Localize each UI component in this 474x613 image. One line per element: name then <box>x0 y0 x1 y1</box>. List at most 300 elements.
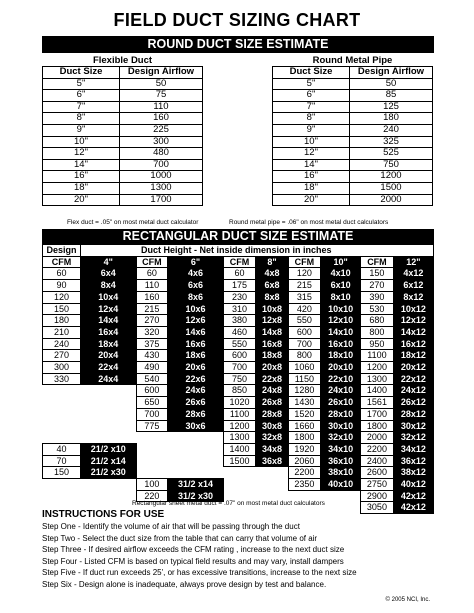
cfm-cell <box>43 432 81 444</box>
duct-size-cell: 16x10 <box>321 338 361 350</box>
duct-size-cell: 8x10 <box>321 291 361 303</box>
cfm-cell: 775 <box>136 420 168 432</box>
duct-size-cell: 20x4 <box>81 350 137 362</box>
flex-design-airflow: 700 <box>120 159 203 171</box>
cfm-cell: 2600 <box>361 467 393 479</box>
cfm-cell: 160 <box>136 291 168 303</box>
duct-size-cell: 32x12 <box>393 432 433 444</box>
duct-size-cell: 21/2 x10 <box>81 443 137 455</box>
metal-design-airflow: 180 <box>350 113 433 125</box>
duct-size-cell: 36x8 <box>256 455 288 467</box>
rect-row <box>43 479 434 491</box>
cfm-cell: 2000 <box>361 432 393 444</box>
cfm-cell: 460 <box>223 326 255 338</box>
round-duct-banner: ROUND DUCT SIZE ESTIMATE <box>42 36 434 53</box>
cfm-cell: 310 <box>223 303 255 315</box>
cfm-cell <box>43 420 81 432</box>
metal-design-airflow: 1200 <box>350 171 433 183</box>
cfm-cell <box>43 385 81 397</box>
cfm-cell: 430 <box>136 350 168 362</box>
duct-size-cell: 26x12 <box>393 397 433 409</box>
duct-size-cell: 12x10 <box>321 315 361 327</box>
duct-size-cell <box>81 385 137 397</box>
duct-size-cell: 21/2 x30 <box>81 467 137 479</box>
duct-size-cell: 4x6 <box>168 268 224 280</box>
duct-size-cell: 31/2 x14 <box>168 479 224 491</box>
instruction-step: Step Six - Design alone is inadequate, always prove design by test and balance. <box>42 579 327 589</box>
duct-size-cell: 10x12 <box>393 303 433 315</box>
duct-size-cell: 24x8 <box>256 385 288 397</box>
duct-size-cell <box>168 432 224 444</box>
duct-size-cell <box>81 397 137 409</box>
duct-size-cell: 14x6 <box>168 326 224 338</box>
cfm-cell: 600 <box>136 385 168 397</box>
metal-duct-size: 16" <box>273 171 350 183</box>
flex-design-airflow: 300 <box>120 136 203 148</box>
cfm-cell: 700 <box>136 408 168 420</box>
duct-size-cell: 10x8 <box>256 303 288 315</box>
cfm-cell: 60 <box>136 268 168 280</box>
rect-row <box>43 338 434 350</box>
duct-size-cell: 26x8 <box>256 397 288 409</box>
metal-row <box>273 182 433 194</box>
duct-size-cell: 20x10 <box>321 362 361 374</box>
duct-size-cell: 14x12 <box>393 326 433 338</box>
cfm-cell: 380 <box>223 315 255 327</box>
metal-row <box>273 124 433 136</box>
duct-size-cell <box>168 455 224 467</box>
cfm-cell: 60 <box>223 268 255 280</box>
cfm-cell: 120 <box>288 268 320 280</box>
flex-row <box>43 171 203 183</box>
flex-design-airflow: 1700 <box>120 194 203 206</box>
metal-design-airflow: 50 <box>350 78 433 90</box>
cfm-cell: 600 <box>223 350 255 362</box>
duct-size-cell <box>256 479 288 491</box>
cfm-cell <box>136 432 168 444</box>
cfm-cell: 375 <box>136 338 168 350</box>
flex-col-design-airflow: Design Airflow <box>120 67 203 79</box>
duct-size-cell: 12x12 <box>393 315 433 327</box>
metal-design-airflow: 2000 <box>350 194 433 206</box>
flex-duct-size: 6" <box>43 90 120 102</box>
duct-size-cell <box>168 443 224 455</box>
rect-row <box>43 385 434 397</box>
metal-duct-size: 5" <box>273 78 350 90</box>
cfm-cell: 1500 <box>223 455 255 467</box>
duct-size-cell: 14x8 <box>256 326 288 338</box>
duct-size-cell: 16x4 <box>81 326 137 338</box>
copyright: © 2005 NCI, Inc. <box>385 597 430 603</box>
cfm-cell: 300 <box>43 362 81 374</box>
flex-row <box>43 182 203 194</box>
metal-duct-size: 20" <box>273 194 350 206</box>
cfm-cell: 180 <box>43 315 81 327</box>
rect-row <box>43 397 434 409</box>
duct-size-cell: 4x12 <box>393 268 433 280</box>
duct-size-cell: 32x10 <box>321 432 361 444</box>
duct-size-cell: 34x12 <box>393 443 433 455</box>
duct-size-cell: 18x6 <box>168 350 224 362</box>
duct-size-cell: 24x6 <box>168 385 224 397</box>
rect-row <box>43 326 434 338</box>
flex-duct-size: 14" <box>43 159 120 171</box>
duct-size-cell: 28x6 <box>168 408 224 420</box>
page-title: FIELD DUCT SIZING CHART <box>113 10 361 30</box>
cfm-cell: 1561 <box>361 397 393 409</box>
cfm-cell: 230 <box>223 291 255 303</box>
duct-size-cell: 42x12 <box>393 490 433 502</box>
cfm-cell: 1700 <box>361 408 393 420</box>
cfm-cell: 530 <box>361 303 393 315</box>
cfm-cell: 1150 <box>288 373 320 385</box>
cfm-cell: 2750 <box>361 479 393 491</box>
cfm-cell <box>43 397 81 409</box>
rect-row <box>43 280 434 292</box>
rect-row <box>43 303 434 315</box>
duct-size-cell: 6x12 <box>393 280 433 292</box>
cfm-cell: 1800 <box>361 420 393 432</box>
metal-row <box>273 78 433 90</box>
cfm-cell: 40 <box>43 443 81 455</box>
duct-size-cell: 26x6 <box>168 397 224 409</box>
rect-row <box>43 432 434 444</box>
metal-design-airflow: 1500 <box>350 182 433 194</box>
flex-duct-size: 7" <box>43 101 120 113</box>
duct-size-cell: 38x10 <box>321 467 361 479</box>
duct-size-cell: 28x10 <box>321 408 361 420</box>
metal-design-airflow: 325 <box>350 136 433 148</box>
duct-size-cell <box>81 432 137 444</box>
duct-size-cell: 8x12 <box>393 291 433 303</box>
duct-size-cell <box>81 408 137 420</box>
duct-size-cell <box>321 490 361 502</box>
empty-cell <box>321 502 361 514</box>
duct-size-cell: 12x6 <box>168 315 224 327</box>
rect-row <box>43 268 434 280</box>
flex-row <box>43 124 203 136</box>
flex-design-airflow: 75 <box>120 90 203 102</box>
cfm-cell: 1100 <box>361 350 393 362</box>
cfm-cell <box>136 443 168 455</box>
rect-row <box>43 443 434 455</box>
metal-col-design-airflow: Design Airflow <box>350 67 433 79</box>
duct-size-cell: 6x4 <box>81 268 137 280</box>
duct-size-cell: 8x4 <box>81 280 137 292</box>
duct-size-cell: 10x4 <box>81 291 137 303</box>
duct-size-cell: 36x12 <box>393 455 433 467</box>
metal-row <box>273 90 433 102</box>
duct-size-cell <box>81 479 137 491</box>
cfm-cell: 680 <box>361 315 393 327</box>
duct-size-cell: 30x12 <box>393 420 433 432</box>
cfm-cell: 550 <box>223 338 255 350</box>
metal-row <box>273 113 433 125</box>
flex-design-airflow: 225 <box>120 124 203 136</box>
rectangular-duct-table <box>42 244 434 514</box>
duct-size-cell: 16x6 <box>168 338 224 350</box>
cfm-cell <box>43 490 81 502</box>
cfm-cell: 120 <box>43 291 81 303</box>
cfm-cell: 2350 <box>288 479 320 491</box>
duct-size-cell: 28x8 <box>256 408 288 420</box>
instruction-step: Step One - Identify the volume of air that will be passing through the duct <box>42 522 300 531</box>
metal-design-airflow: 240 <box>350 124 433 136</box>
duct-height-label: Duct Height - Net inside dimension in inches <box>81 245 434 257</box>
cfm-cell <box>136 467 168 479</box>
flex-design-airflow: 480 <box>120 148 203 160</box>
cfm-cell: 315 <box>288 291 320 303</box>
round-metal-heading: Round Metal Pipe <box>312 55 393 66</box>
duct-size-cell: 10x6 <box>168 303 224 315</box>
cfm-cell: 3050 <box>361 502 393 514</box>
metal-col-duct-size: Duct Size <box>273 67 350 79</box>
rect-row <box>43 420 434 432</box>
cfm-cell: 750 <box>223 373 255 385</box>
flex-duct-size: 10" <box>43 136 120 148</box>
round-metal-table <box>272 66 433 206</box>
cfm-cell: 175 <box>223 280 255 292</box>
cfm-cell: 1020 <box>223 397 255 409</box>
rect-row <box>43 315 434 327</box>
cfm-cell: 2900 <box>361 490 393 502</box>
cfm-cell: 540 <box>136 373 168 385</box>
flex-row <box>43 148 203 160</box>
duct-size-cell: 22x6 <box>168 373 224 385</box>
duct-size-cell: 20x6 <box>168 362 224 374</box>
instruction-step: Step Three - If desired airflow exceeds the CFM rating , increase to the next duct size <box>42 545 345 554</box>
metal-duct-size: 10" <box>273 136 350 148</box>
cfm-cell: 390 <box>361 291 393 303</box>
duct-size-cell: 32x8 <box>256 432 288 444</box>
duct-size-cell: 4x8 <box>256 268 288 280</box>
cfm-cell: 2400 <box>361 455 393 467</box>
flex-design-airflow: 1300 <box>120 182 203 194</box>
cfm-column-label: CFM <box>288 256 320 268</box>
duct-size-cell: 4x10 <box>321 268 361 280</box>
duct-size-cell: 14x4 <box>81 315 137 327</box>
cfm-cell <box>223 479 255 491</box>
cfm-cell: 700 <box>223 362 255 374</box>
cfm-cell: 420 <box>288 303 320 315</box>
flex-row <box>43 101 203 113</box>
rect-row <box>43 408 434 420</box>
duct-size-cell: 18x4 <box>81 338 137 350</box>
duct-size-cell: 22x12 <box>393 373 433 385</box>
cfm-column-label: CFM <box>223 256 255 268</box>
duct-size-cell: 18x8 <box>256 350 288 362</box>
metal-duct-size: 9" <box>273 124 350 136</box>
flex-design-airflow: 110 <box>120 101 203 113</box>
cfm-cell <box>43 479 81 491</box>
cfm-cell: 700 <box>288 338 320 350</box>
cfm-cell: 90 <box>43 280 81 292</box>
cfm-cell <box>223 467 255 479</box>
duct-size-cell: 24x10 <box>321 385 361 397</box>
cfm-cell: 600 <box>288 326 320 338</box>
duct-size-cell: 21/2 x14 <box>81 455 137 467</box>
rect-row <box>43 455 434 467</box>
flex-row <box>43 78 203 90</box>
rect-row <box>43 350 434 362</box>
duct-size-cell: 20x12 <box>393 362 433 374</box>
cfm-cell: 490 <box>136 362 168 374</box>
cfm-cell: 270 <box>43 350 81 362</box>
flex-duct-size: 5" <box>43 78 120 90</box>
metal-duct-size: 6" <box>273 90 350 102</box>
flex-row <box>43 113 203 125</box>
cfm-cell: 1200 <box>223 420 255 432</box>
duct-size-cell: 22x10 <box>321 373 361 385</box>
duct-size-cell: 20x8 <box>256 362 288 374</box>
cfm-cell: 220 <box>136 490 168 502</box>
cfm-cell: 215 <box>136 303 168 315</box>
cfm-cell: 2200 <box>288 467 320 479</box>
cfm-cell <box>136 455 168 467</box>
cfm-cell: 2060 <box>288 455 320 467</box>
metal-row <box>273 171 433 183</box>
flexible-duct-heading: Flexible Duct <box>92 55 153 66</box>
cfm-cell: 70 <box>43 455 81 467</box>
metal-row <box>273 194 433 206</box>
flex-design-airflow: 160 <box>120 113 203 125</box>
cfm-cell: 1280 <box>288 385 320 397</box>
rect-row <box>43 373 434 385</box>
rectangular-duct-banner: RECTANGULAR DUCT SIZE ESTIMATE <box>42 229 434 244</box>
metal-design-airflow: 85 <box>350 90 433 102</box>
flex-duct-note: Flex duct = .05" on most metal duct calculator <box>67 219 199 226</box>
metal-duct-size: 14" <box>273 159 350 171</box>
flex-duct-size: 16" <box>43 171 120 183</box>
rect-row <box>43 467 434 479</box>
instructions-title: INSTRUCTIONS FOR USE <box>42 509 165 520</box>
flexible-duct-table <box>42 66 203 206</box>
metal-design-airflow: 750 <box>350 159 433 171</box>
cfm-cell: 270 <box>136 315 168 327</box>
duct-size-cell: 28x12 <box>393 408 433 420</box>
height-3-header: 10" <box>321 256 361 268</box>
duct-size-cell: 14x10 <box>321 326 361 338</box>
instruction-step: Step Four - Listed CFM is based on typical field results and may vary, install dampers <box>42 556 344 566</box>
cfm-cell: 800 <box>288 350 320 362</box>
instruction-step: Step Five - If duct run exceeds 25', or has excessive transitions, increase to the next size <box>42 568 357 577</box>
duct-size-cell: 24x12 <box>393 385 433 397</box>
metal-design-airflow: 525 <box>350 148 433 160</box>
duct-size-cell: 18x10 <box>321 350 361 362</box>
flex-row <box>43 159 203 171</box>
cfm-cell: 60 <box>43 268 81 280</box>
cfm-cell: 1300 <box>361 373 393 385</box>
flex-duct-size: 20" <box>43 194 120 206</box>
cfm-cell: 215 <box>288 280 320 292</box>
duct-size-cell: 8x6 <box>168 291 224 303</box>
cfm-cell: 150 <box>43 467 81 479</box>
cfm-cell: 110 <box>136 280 168 292</box>
rect-row <box>43 362 434 374</box>
design-cfm-label: CFM <box>43 256 81 268</box>
metal-row <box>273 136 433 148</box>
duct-size-cell: 34x10 <box>321 443 361 455</box>
cfm-column-label: CFM <box>136 256 168 268</box>
duct-size-cell: 38x12 <box>393 467 433 479</box>
cfm-column-label: CFM <box>361 256 393 268</box>
duct-size-cell: 36x10 <box>321 455 361 467</box>
duct-size-cell <box>168 467 224 479</box>
cfm-cell: 850 <box>223 385 255 397</box>
cfm-cell: 240 <box>43 338 81 350</box>
flex-duct-size: 9" <box>43 124 120 136</box>
height-1-header: 6" <box>168 256 224 268</box>
cfm-cell: 1300 <box>223 432 255 444</box>
cfm-cell: 1800 <box>288 432 320 444</box>
flex-duct-size: 12" <box>43 148 120 160</box>
duct-size-cell: 16x8 <box>256 338 288 350</box>
cfm-cell: 1100 <box>223 408 255 420</box>
flex-design-airflow: 1000 <box>120 171 203 183</box>
rect-row <box>43 291 434 303</box>
flex-col-duct-size: Duct Size <box>43 67 120 79</box>
duct-size-cell <box>81 420 137 432</box>
metal-row <box>273 148 433 160</box>
metal-row <box>273 159 433 171</box>
duct-size-cell: 12x8 <box>256 315 288 327</box>
cfm-cell: 1520 <box>288 408 320 420</box>
duct-size-cell: 42x12 <box>393 502 433 514</box>
cfm-cell: 150 <box>361 268 393 280</box>
duct-size-cell: 18x12 <box>393 350 433 362</box>
rect-duct-note: Rectangular sheet metal duct = .07" on most metal duct calculators <box>132 500 325 507</box>
duct-size-cell: 12x4 <box>81 303 137 315</box>
cfm-cell: 100 <box>136 479 168 491</box>
duct-size-cell: 26x10 <box>321 397 361 409</box>
cfm-cell: 800 <box>361 326 393 338</box>
height-0-header: 4" <box>81 256 137 268</box>
cfm-cell: 320 <box>136 326 168 338</box>
cfm-cell: 210 <box>43 326 81 338</box>
cfm-cell: 270 <box>361 280 393 292</box>
duct-size-cell <box>256 467 288 479</box>
flex-duct-size: 8" <box>43 113 120 125</box>
duct-size-cell: 6x8 <box>256 280 288 292</box>
duct-size-cell: 31/2 x30 <box>168 490 224 502</box>
duct-size-cell: 6x10 <box>321 280 361 292</box>
cfm-cell: 1430 <box>288 397 320 409</box>
flex-row <box>43 90 203 102</box>
cfm-cell: 1060 <box>288 362 320 374</box>
instruction-step: Step Two - Select the duct size from the table that can carry that volume of air <box>42 533 318 543</box>
duct-size-cell: 24x4 <box>81 373 137 385</box>
metal-duct-size: 8" <box>273 113 350 125</box>
cfm-cell: 1200 <box>361 362 393 374</box>
cfm-cell: 1660 <box>288 420 320 432</box>
duct-size-cell: 30x8 <box>256 420 288 432</box>
duct-size-cell: 30x10 <box>321 420 361 432</box>
flex-duct-size: 18" <box>43 182 120 194</box>
cfm-cell: 2200 <box>361 443 393 455</box>
cfm-cell: 150 <box>43 303 81 315</box>
cfm-cell: 1400 <box>361 385 393 397</box>
duct-size-cell: 22x8 <box>256 373 288 385</box>
duct-size-cell: 16x12 <box>393 338 433 350</box>
flex-design-airflow: 50 <box>120 78 203 90</box>
metal-duct-size: 12" <box>273 148 350 160</box>
flex-row <box>43 136 203 148</box>
cfm-cell: 330 <box>43 373 81 385</box>
metal-design-airflow: 125 <box>350 101 433 113</box>
duct-size-cell: 30x6 <box>168 420 224 432</box>
cfm-cell <box>43 408 81 420</box>
duct-size-cell: 34x8 <box>256 443 288 455</box>
